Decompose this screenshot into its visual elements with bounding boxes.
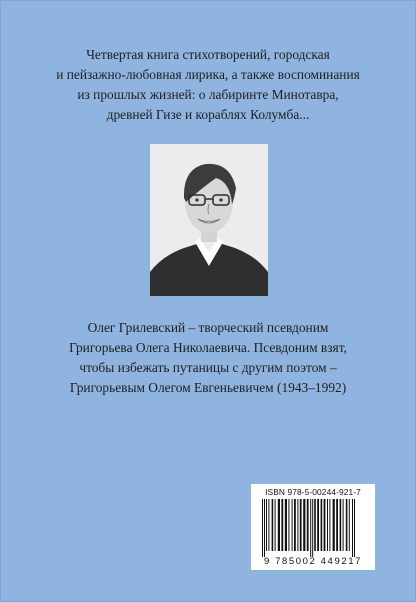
blurb-line: из прошлых жизней: о лабиринте Минотавра, [77, 87, 339, 102]
barcode-bar [346, 499, 348, 551]
barcode-bar [264, 499, 265, 557]
barcode-bar [343, 499, 344, 551]
barcode-bar [340, 499, 342, 551]
blurb-line: и пейзажно-любовная лирика, а также воспоминания [56, 67, 360, 82]
book-blurb [44, 45, 372, 125]
barcode-bar [327, 499, 328, 551]
barcode-bar [266, 499, 267, 551]
barcode-bar [294, 499, 296, 551]
author-bio [44, 318, 372, 398]
barcode-bar [275, 499, 276, 551]
barcode-bar [268, 499, 269, 551]
barcode-bar [314, 499, 316, 551]
barcode-bar [300, 499, 302, 551]
bio-line: Олег Грилевский – творческий псевдоним [87, 320, 329, 335]
author-portrait-image [150, 144, 268, 296]
barcode-bar [288, 499, 289, 551]
isbn-barcode [251, 484, 375, 570]
barcode-bar [307, 499, 309, 551]
barcode-bar [297, 499, 298, 551]
barcode-bar [281, 499, 283, 551]
barcode-bar [285, 499, 287, 551]
barcode-bar [278, 499, 280, 551]
barcode-bar [329, 499, 330, 551]
barcode-bar [349, 499, 350, 551]
bio-line: Григорьевым Олегом Евгеньевичем (1943–1992) [69, 380, 347, 395]
barcode-bar [324, 499, 326, 551]
barcode-bar [333, 499, 335, 551]
barcode-bar [292, 499, 293, 551]
bio-line: Григорьева Олега Николаевича. Псевдоним взят, [69, 340, 347, 355]
blurb-line: древней Гизе и кораблях Колумба... [106, 107, 310, 122]
barcode-bar [312, 499, 313, 557]
isbn-label: ISBN 978-5-00244-921-7 [265, 487, 361, 497]
barcode-bar [303, 499, 305, 551]
barcode-bars [260, 499, 370, 557]
blurb-line: Четвертая книга стихотворений, городская [86, 47, 330, 62]
barcode-bar [354, 499, 355, 557]
barcode-bar [321, 499, 323, 551]
barcode-bar [352, 499, 353, 557]
barcode-bar [262, 499, 263, 557]
barcode-digits: 9 785002 449217 [264, 556, 362, 567]
barcode-bar [336, 499, 338, 551]
barcode-bar [272, 499, 274, 551]
barcode-bar [310, 499, 311, 557]
bio-line: чтобы избежать путаницы с другим поэтом – [79, 360, 337, 375]
author-photo [150, 144, 268, 296]
barcode-bar [317, 499, 319, 551]
